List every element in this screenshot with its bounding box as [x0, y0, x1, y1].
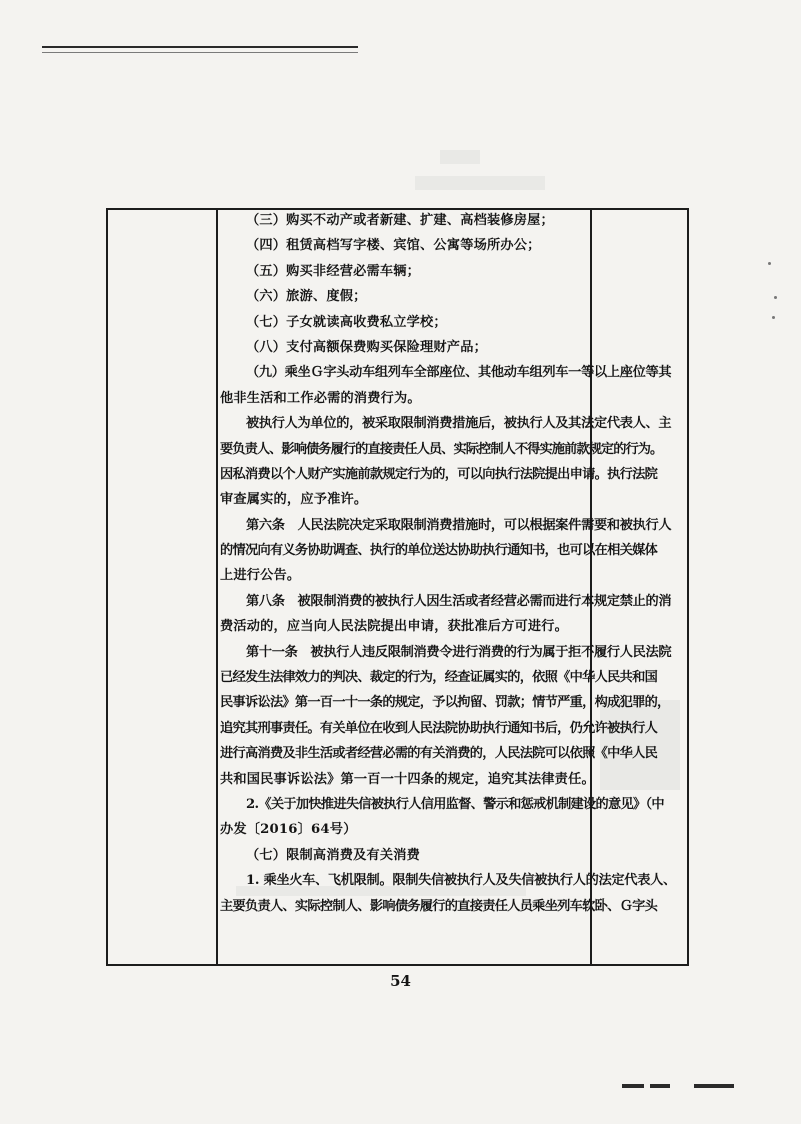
- page-number: 54: [390, 972, 411, 990]
- text-line: 第八条 被限制消费的被执行人因生活或者经营必需而进行本规定禁止的消: [246, 593, 672, 609]
- text-line: （七）子女就读高收费私立学校；: [246, 314, 447, 330]
- text-line: （五）购买非经营必需车辆；: [246, 263, 421, 279]
- text-line: 费活动的，应当向人民法院提出申请，获批准后方可进行。: [220, 619, 569, 635]
- table-content-cell: [218, 208, 676, 919]
- header-rule-thin: [42, 52, 358, 53]
- text-line: （三）购买不动产或者新建、扩建、高档装修房屋；: [246, 213, 554, 228]
- text-line: 因私消费以个人财产实施前款规定行为的，可以向执行法院提出申请。执行法院: [220, 466, 658, 482]
- text-line: （八）支付高额保费购买保险理财产品；: [246, 339, 487, 355]
- footer-scan-mark: [650, 1084, 670, 1088]
- text-line: （七）限制高消费及有关消费: [246, 847, 421, 863]
- footer-scan-mark: [694, 1084, 734, 1088]
- text-line: 2.《关于加快推进失信被执行人信用监督、警示和惩戒机制建设的意见》（中: [246, 796, 664, 812]
- text-line: 他非生活和工作必需的消费行为。: [220, 390, 421, 406]
- text-line: 已经发生法律效力的判决、裁定的行为，经查证属实的，依照《中华人民共和国: [220, 670, 658, 686]
- bleed-through-mark: [440, 150, 480, 164]
- text-line: 共和国民事诉讼法》第一百一十四条的规定，追究其法律责任。: [220, 771, 595, 787]
- text-line: （四）租赁高档写字楼、宾馆、公寓等场所办公；: [246, 238, 541, 254]
- text-line: 民事诉讼法》第一百一十一条的规定，予以拘留、罚款；情节严重，构成犯罪的，: [220, 695, 670, 711]
- text-line: 上进行公告。: [220, 568, 301, 584]
- scan-speck: [772, 316, 775, 319]
- table-column-divider-right: [590, 208, 592, 966]
- text-line: 审查属实的，应予准许。: [220, 492, 368, 508]
- bleed-through-mark: [415, 176, 545, 190]
- scan-speck: [768, 262, 771, 265]
- text-line: 被执行人为单位的，被采取限制消费措施后，被执行人及其法定代表人、主: [246, 416, 672, 432]
- text-line: 进行高消费及非生活或者经营必需的有关消费的，人民法院可以依照《中华人民: [220, 746, 658, 762]
- text-line: 的情况向有义务协助调查、执行的单位送达协助执行通知书，也可以在相关媒体: [220, 543, 658, 559]
- text-line: 办发〔2016〕64号）: [220, 822, 357, 838]
- text-line: 第十一条 被执行人违反限制消费令进行消费的行为属于拒不履行人民法院: [246, 644, 672, 660]
- text-line: （六）旅游、度假；: [246, 289, 367, 305]
- footer-scan-mark: [622, 1084, 644, 1088]
- text-line: 追究其刑事责任。有关单位在收到人民法院协助执行通知书后，仍允许被执行人: [220, 720, 658, 736]
- text-line: （九）乘坐Ｇ字头动车组列车全部座位、其他动车组列车一等以上座位等其: [246, 365, 672, 381]
- text-line: 主要负责人、实际控制人、影响债务履行的直接责任人员乘坐列车软卧、Ｇ字头: [220, 898, 658, 914]
- header-rule: [42, 46, 358, 48]
- scan-speck: [774, 296, 777, 299]
- text-line: 第六条 人民法院决定采取限制消费措施时，可以根据案件需要和被执行人: [246, 517, 672, 533]
- text-line: 要负责人、影响债务履行的直接责任人员、实际控制人不得实施前款规定的行为。: [220, 441, 663, 457]
- text-line: 1. 乘坐火车、飞机限制。限制失信被执行人及失信被执行人的法定代表人、: [246, 873, 676, 889]
